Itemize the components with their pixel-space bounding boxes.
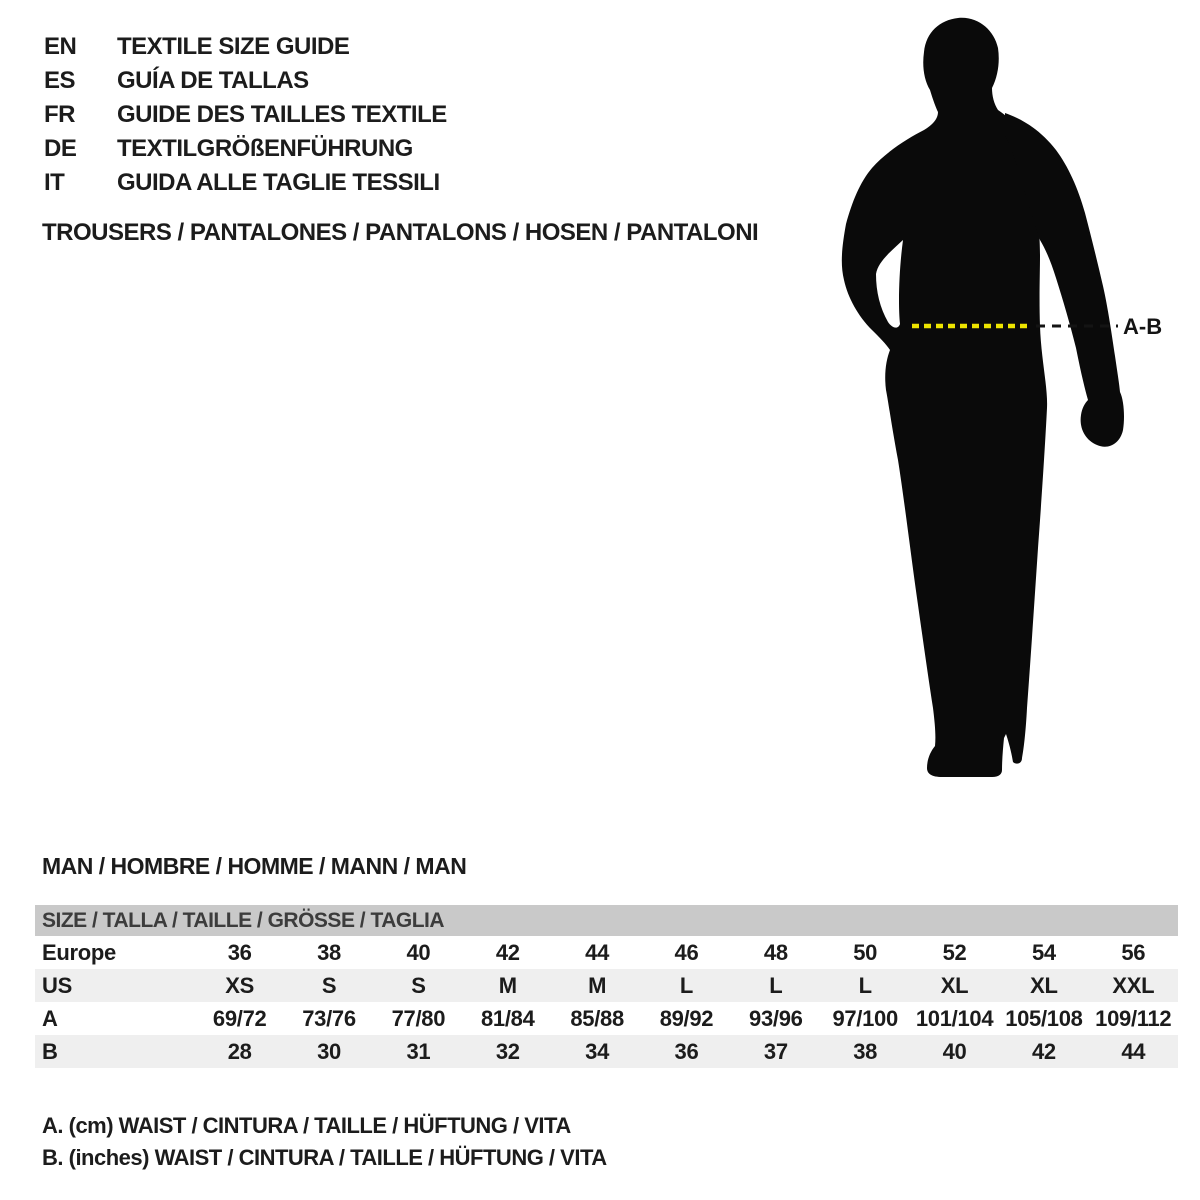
footnote-a-cm: A. (cm) WAIST / CINTURA / TAILLE / HÜFTUNG / VITA bbox=[42, 1113, 571, 1138]
size-cell: 42 bbox=[495, 940, 520, 965]
size-table bbox=[35, 905, 1178, 1068]
table-row-b-inches bbox=[35, 1035, 1178, 1068]
size-cell: 105/108 bbox=[1005, 1006, 1083, 1031]
size-cell: 54 bbox=[1031, 940, 1056, 965]
size-cell: 44 bbox=[1121, 1039, 1146, 1064]
size-cell: 40 bbox=[406, 940, 431, 965]
size-cell: L bbox=[858, 973, 872, 998]
man-silhouette-figure bbox=[820, 8, 1200, 783]
footnote-b-inches: B. (inches) WAIST / CINTURA / TAILLE / HÜFTUNG / VITA bbox=[42, 1145, 607, 1170]
size-cell: 101/104 bbox=[915, 1006, 994, 1031]
size-cell: 93/96 bbox=[749, 1006, 803, 1031]
size-cell: 28 bbox=[227, 1039, 252, 1064]
size-cell: 42 bbox=[1031, 1039, 1056, 1064]
size-cell: XXL bbox=[1112, 973, 1155, 998]
language-code: FR bbox=[44, 101, 75, 128]
language-title: GUIDA ALLE TAGLIE TESSILI bbox=[117, 169, 440, 196]
language-code: DE bbox=[44, 135, 77, 162]
size-cell: 32 bbox=[495, 1039, 520, 1064]
size-cell: 69/72 bbox=[212, 1006, 267, 1031]
language-row bbox=[44, 64, 447, 98]
size-cell: 40 bbox=[942, 1039, 967, 1064]
language-title: TEXTILE SIZE GUIDE bbox=[117, 33, 350, 60]
product-line-title: TROUSERS / PANTALONES / PANTALONS / HOSEN / PANTALONI bbox=[42, 219, 759, 246]
size-cell: 77/80 bbox=[391, 1006, 446, 1031]
size-cell: 56 bbox=[1121, 940, 1146, 965]
size-cell: 52 bbox=[942, 940, 967, 965]
size-cell: 46 bbox=[674, 940, 699, 965]
size-cell: M bbox=[498, 973, 517, 998]
size-cell: S bbox=[411, 973, 426, 998]
size-cell: M bbox=[588, 973, 607, 998]
language-row bbox=[44, 30, 447, 64]
size-cell: 48 bbox=[763, 940, 788, 965]
language-header bbox=[44, 30, 447, 200]
size-cell: 30 bbox=[317, 1039, 341, 1064]
size-cell: 38 bbox=[317, 940, 341, 965]
size-cell: 36 bbox=[674, 1039, 699, 1064]
size-cell: 109/112 bbox=[1095, 1006, 1172, 1031]
language-code: ES bbox=[44, 67, 76, 94]
size-cell: XS bbox=[225, 973, 255, 998]
table-row-us bbox=[35, 969, 1178, 1002]
language-row bbox=[44, 132, 447, 166]
size-cell: S bbox=[321, 973, 337, 998]
language-row bbox=[44, 166, 447, 200]
size-table-header: SIZE / TALLA / TAILLE / GRÖSSE / TAGLIA bbox=[35, 905, 1178, 936]
size-cell: L bbox=[769, 973, 783, 998]
size-cell: 89/92 bbox=[659, 1006, 714, 1031]
size-cell: 37 bbox=[763, 1039, 788, 1064]
row-label: Europe bbox=[42, 940, 116, 965]
size-cell: 81/84 bbox=[480, 1006, 535, 1031]
language-row bbox=[44, 98, 447, 132]
table-row-europe bbox=[35, 936, 1178, 969]
row-label: A bbox=[42, 1006, 58, 1031]
language-title: GUIDE DES TAILLES TEXTILE bbox=[117, 101, 447, 128]
language-code: IT bbox=[44, 169, 65, 196]
row-label: US bbox=[42, 973, 72, 998]
size-cell: XL bbox=[940, 973, 969, 998]
size-cell: 85/88 bbox=[570, 1006, 624, 1031]
language-title: TEXTILGRÖßENFÜHRUNG bbox=[117, 135, 413, 162]
size-cell: 38 bbox=[853, 1039, 878, 1064]
size-cell: 97/100 bbox=[832, 1006, 898, 1031]
table-row-a-cm bbox=[35, 1002, 1178, 1035]
size-cell: 31 bbox=[406, 1039, 431, 1064]
section-title-man: MAN / HOMBRE / HOMME / MANN / MAN bbox=[42, 853, 467, 879]
footnotes bbox=[42, 1110, 607, 1174]
row-label: B bbox=[42, 1039, 58, 1064]
size-cell: 34 bbox=[585, 1039, 610, 1064]
language-title: GUÍA DE TALLAS bbox=[117, 67, 309, 94]
size-cell: 44 bbox=[585, 940, 610, 965]
size-cell: 73/76 bbox=[302, 1006, 356, 1031]
size-cell: L bbox=[679, 973, 694, 998]
language-code: EN bbox=[44, 33, 77, 60]
size-cell: 50 bbox=[853, 940, 878, 965]
measure-label: A-B bbox=[1123, 314, 1163, 339]
size-cell: XL bbox=[1030, 973, 1058, 998]
size-cell: 36 bbox=[227, 940, 252, 965]
